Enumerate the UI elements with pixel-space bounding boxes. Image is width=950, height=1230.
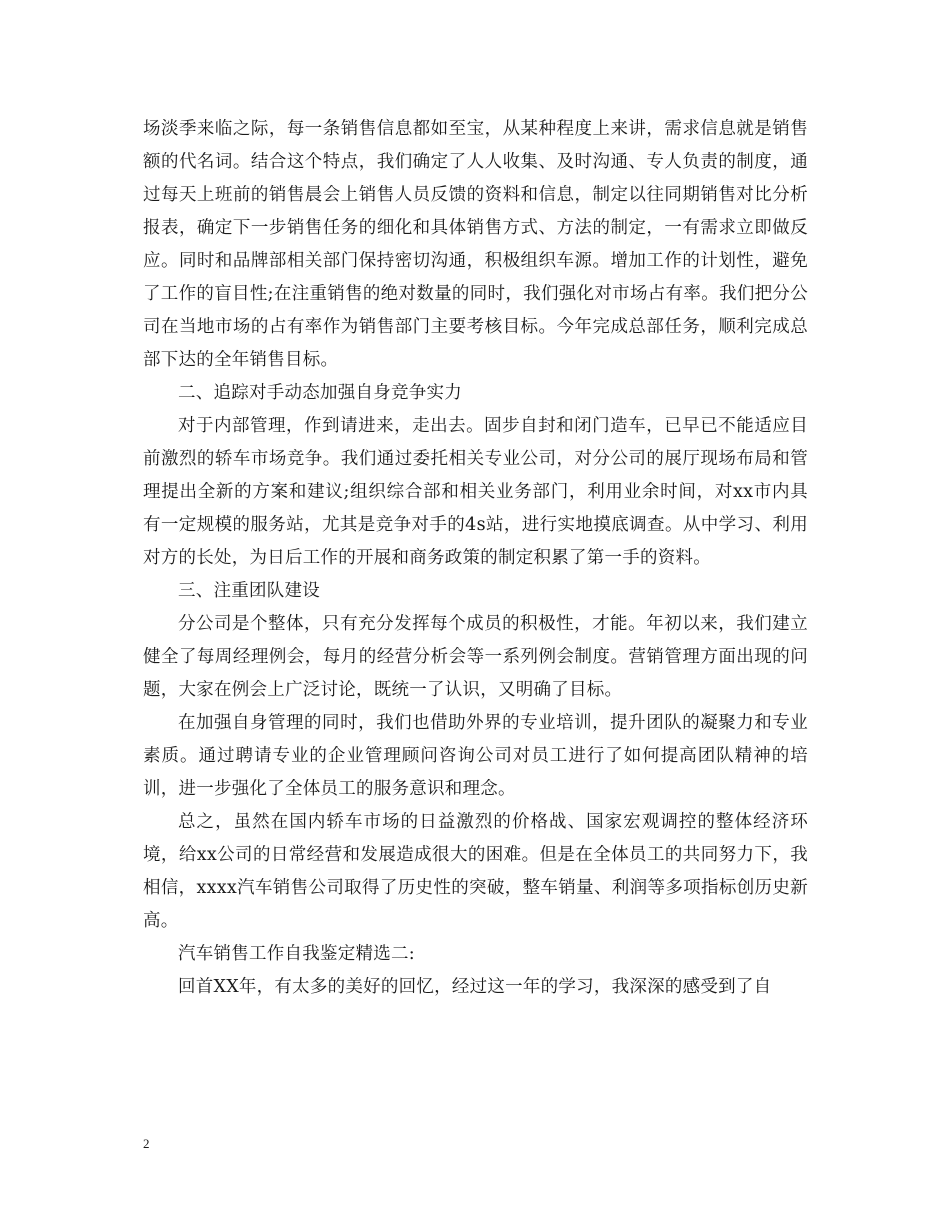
paragraph-sales-info: 场淡季来临之际，每一条销售信息都如至宝，从某种程度上来讲，需求信息就是销售额的代名词。结合这个特点，我们确定了人人收集、及时沟通、专人负责的制度，通过每天上班前的销售晨会上销售人员反馈的资料和信息，制定以往同期销售对比分析报表，确定下一步销售任务的细化和具体销售方式、方法的制定，一有需求立即做反应。同时和品牌部相关部门保持密切沟通，积极组织车源。增加工作的计划性，避免了工作的盲目性;在注重销售的绝对数量的同时，我们强化对市场占有率。我们把分公司在当地市场的占有率作为销售部门主要考核目标。今年完成总部任务，顺利完成总部下达的全年销售目标。: [143, 119, 808, 370]
paragraph-internal-management: 对于内部管理，作到请进来，走出去。固步自封和闭门造车，已早已不能适应目前激烈的轿车市场竞争。我们通过委托相关专业公司，对分公司的展厅现场布局和管理提出全新的方案和建议;组织综合部和相关业务部门，利用业余时间，对xx市内具有一定规模的服务站，尤其是竞争对手的4s站，进行实地摸底调查。从中学习、利用对方的长处，为日后工作的开展和商务政策的制定积累了第一手的资料。: [143, 416, 808, 568]
heading-team-building: 三、注重团队建设: [178, 581, 320, 601]
heading-selection-two: 汽车销售工作自我鉴定精选二:: [178, 944, 415, 964]
paragraph-team-meetings: 分公司是个整体，只有充分发挥每个成员的积极性，才能。年初以来，我们建立健全了每周经理例会，每月的经营分析会等一系列例会制度。营销管理方面出现的问题，大家在例会上广泛讨论，既统一了认识，又明确了目标。: [143, 614, 808, 700]
heading-competition: 二、追踪对手动态加强自身竞争实力: [178, 383, 462, 403]
paragraph-review: 回首XX年，有太多的美好的回忆，经过这一年的学习，我深深的感受到了自: [178, 977, 772, 997]
body-text: [143, 113, 808, 1004]
paragraph-summary: 总之，虽然在国内轿车市场的日益激烈的价格战、国家宏观调控的整体经济环境，给xx公司的日常经营和发展造成很大的困难。但是在全体员工的共同努力下，我相信，xxxx汽车销售公司取得了历史性的突破，整车销量、利润等多项指标创历史新高。: [143, 812, 808, 931]
page-number: 2: [143, 1136, 150, 1151]
paragraph-training: 在加强自身管理的同时，我们也借助外界的专业培训，提升团队的凝聚力和专业素质。通过聘请专业的企业管理顾问咨询公司对员工进行了如何提高团队精神的培训，进一步强化了全体员工的服务意识和理念。: [143, 713, 808, 799]
